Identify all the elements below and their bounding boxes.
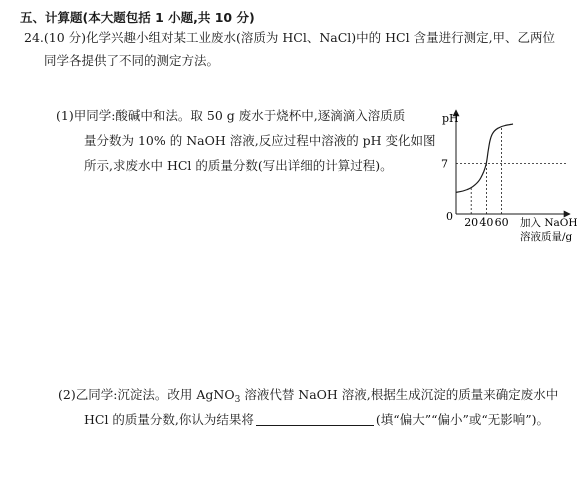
- part1-line-2: 量分数为 10% 的 NaOH 溶液,反应过程中溶液的 pH 变化如图: [84, 133, 436, 148]
- origin-label: 0: [446, 210, 453, 223]
- x-axis-label-line-1: 加入 NaOH: [520, 217, 578, 229]
- part1-line-3: 所示,求废水中 HCl 的质量分数(写出详细的计算过程)。: [84, 158, 393, 173]
- section-title: 五、计算题(本大题包括 1 小题,共 10 分): [20, 10, 255, 25]
- ph-curve: [456, 124, 513, 192]
- part2-line-1: [58, 387, 558, 408]
- part2-line-2-pre: HCl 的质量分数,你认为结果将: [84, 412, 254, 427]
- part2-line-1-post: 溶液代替 NaOH 溶液,根据生成沉淀的质量来确定废水中: [240, 387, 559, 402]
- part1-line-1: (1)甲同学:酸碱中和法。取 50 g 废水于烧杯中,逐滴滴入溶质质: [56, 108, 406, 123]
- part2-line-2: [84, 412, 549, 428]
- part2-line-1-pre: (2)乙同学:沉淀法。改用 AgNO: [58, 387, 235, 402]
- y-axis-label: pH: [442, 112, 459, 125]
- x-tick-label-60: 60: [494, 216, 509, 229]
- answer-blank[interactable]: [256, 413, 374, 426]
- ph-titration-chart: [420, 106, 586, 246]
- question-stem-line-1: 24.(10 分)化学兴趣小组对某工业废水(溶质为 HCl、NaCl)中的 HCl 含量进行测定,甲、乙两位: [24, 30, 556, 45]
- x-tick-label-20: 20: [464, 216, 479, 229]
- x-tick-label-40: 40: [479, 216, 494, 229]
- question-stem-line-2: 同学各提供了不同的测定方法。: [44, 53, 220, 68]
- y-tick-label-7: 7: [441, 157, 448, 171]
- x-axis-label-line-2: 溶液质量/g: [520, 231, 573, 243]
- part2-line-2-post: (填“偏大”“偏小”或“无影响”)。: [375, 412, 550, 427]
- agno3-subscript: 3: [234, 395, 241, 405]
